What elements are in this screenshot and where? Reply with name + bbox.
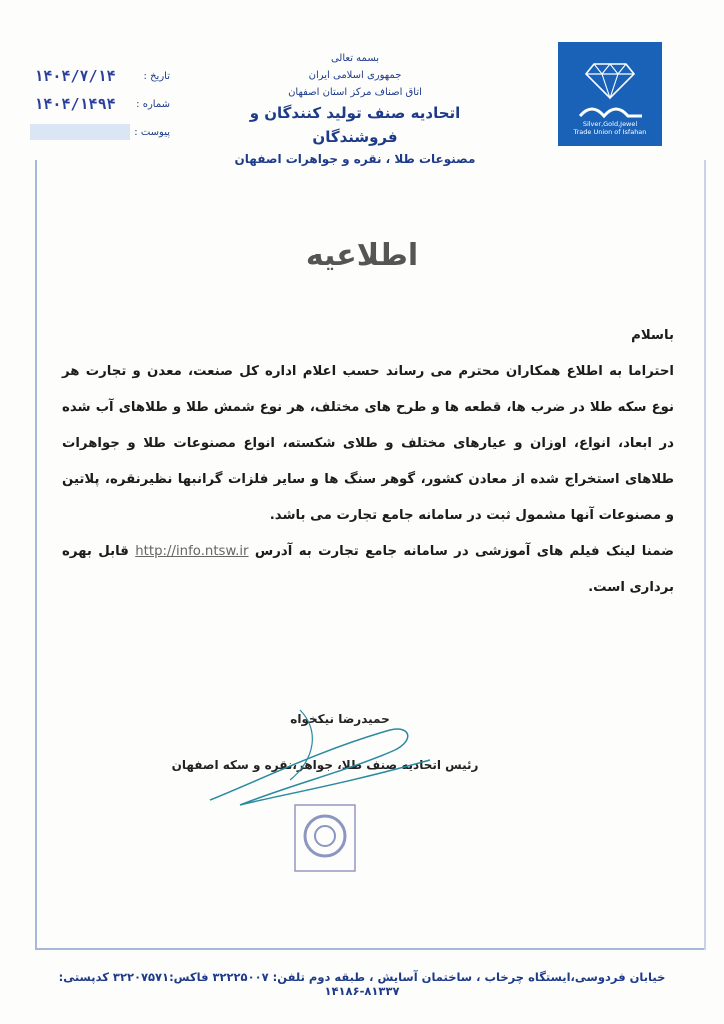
union-subtitle: مصنوعات طلا ، نقره و جواهرات اصفهان [234, 152, 476, 166]
logo-caption [564, 120, 656, 136]
paragraph-1: احتراما به اطلاع همکاران محترم می رساند حسب اعلام اداره کل صنعت، معدن و تجارت هر نوع سکه طلا در ضرب ها، قطعه ها و طرح های مختلف، هر نوع شمش طلا و طلاهای آب شده در ابعاد، انواع، اوزان و عیارهای مختلف و طلای شکسته، انواع مصنوعات طلا و جواهرات طلاهای استخراج شده از معادن کشور، گوهر سنگ ها و سایر فلزات گرانبها نظیرنقره، پلاتین و مصنوعات آنها مشمول ثبت در سامانه جامع تجارت می باشد. [62, 364, 674, 523]
letter-meta [20, 62, 170, 146]
training-link[interactable]: http://info.ntsw.ir [135, 544, 249, 559]
signer-name: حمیدرضا نیکخواه [290, 712, 390, 726]
logo-line-2: Trade Union of Isfahan [573, 128, 647, 136]
greeting: باسلام [631, 328, 674, 343]
paragraph-2 [62, 534, 674, 606]
notice-body [62, 318, 674, 606]
date-value: ۱۴۰۴/۷/۱۴ [34, 67, 116, 85]
wave-emblem-icon [578, 100, 644, 120]
attachment-value-box [30, 124, 130, 140]
date-row [20, 62, 170, 90]
union-logo [558, 42, 662, 146]
number-row [20, 90, 170, 118]
logo-line-1: Silver,Gold,Jewel [582, 120, 638, 128]
footer-address: خیابان فردوسی،ایستگاه چرخاب ، ساختمان آسایش ، طبقه دوم تلفن: ۳۲۲۲۵۰۰۷ فاکس:۳۲۲۰۷۵۷۱ کدپستی: ۸۱۳۳۷-۱۴۱۸۶ [58, 970, 666, 998]
attachment-label: پیوست : [134, 126, 170, 138]
union-name: اتحادیه صنف تولید کنندگان و فروشندگان [249, 104, 461, 146]
page-border-left [35, 160, 37, 950]
chamber-name: اتاق اصناف مرکز استان اصفهان [288, 87, 422, 98]
country-name: جمهوری اسلامی ایران [308, 70, 402, 81]
signer-title: رئیس اتحادیه صنف طلا، جواهر،نقره و سکه اصفهان [171, 758, 479, 772]
basmala: بسمه تعالی [330, 53, 380, 64]
diamond-icon [584, 54, 636, 104]
date-label: تاریخ : [143, 70, 170, 82]
paragraph-2-after: قابل بهره برداری است. [62, 544, 674, 595]
page-border-bottom [35, 948, 706, 950]
notice-title: اطلاعیه [305, 238, 419, 273]
official-stamp [280, 800, 370, 880]
number-label: شماره : [136, 98, 170, 110]
paragraph-2-before: ضمنا لینک فیلم های آموزشی در سامانه جامع تجارت به آدرس [248, 544, 674, 559]
letterhead [220, 50, 490, 169]
number-value: ۱۴۰۴/۱۴۹۴ [34, 95, 116, 113]
page-border-right [704, 160, 706, 950]
attachment-row [20, 118, 170, 146]
